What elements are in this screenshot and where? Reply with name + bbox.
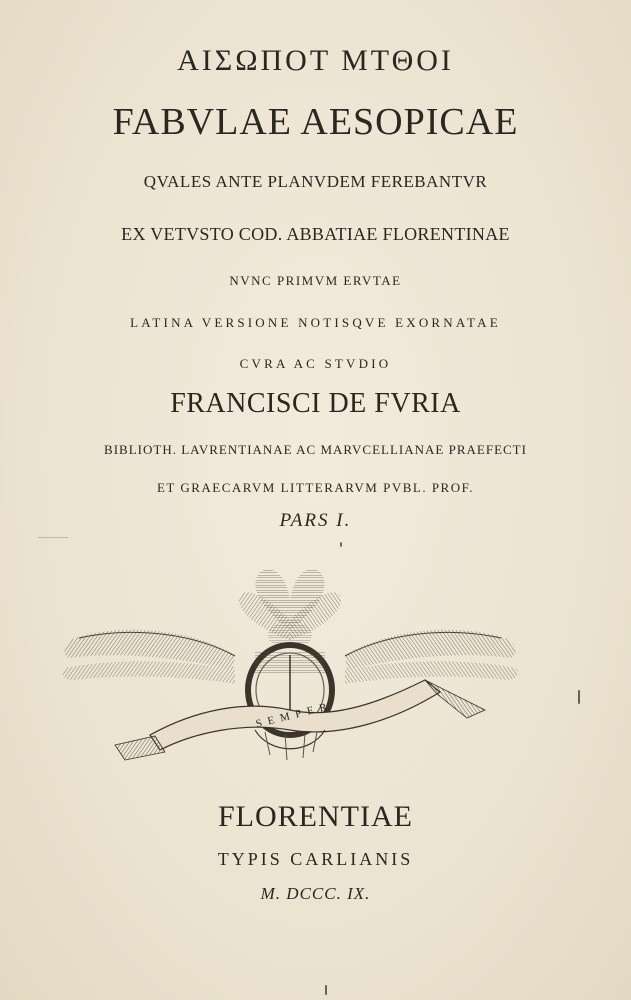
left-wing — [62, 630, 235, 684]
subtitle-line-1: QVALES ANTE PLANVDEM FEREBANTVR — [143, 172, 488, 191]
ribbon — [115, 680, 485, 760]
subtitle-line-5: CVRA AC STVDIO — [239, 356, 392, 371]
author-role-2: ET GRAECARVM LITTERARVM PVBL. PROF. — [156, 480, 475, 495]
paper-speck — [325, 985, 327, 995]
imprint-date: M. DCCC. IX. — [260, 884, 371, 903]
imprint-printer: TYPIS CARLIANIS — [217, 849, 414, 869]
subtitle-line-3: NVNC PRIMVM ERVTAE — [229, 273, 402, 288]
feathers-emblem-icon — [55, 560, 525, 775]
latin-title: FABVLAE AESOPICAE — [112, 101, 519, 143]
greek-title: ΑΙΣΩΠΟΤ ΜΤΘΟΙ — [177, 44, 454, 77]
right-wing — [345, 630, 518, 684]
author-name: FRANCISCI DE FVRIA — [170, 388, 461, 419]
paper-speck — [38, 537, 68, 538]
subtitle-line-4: LATINA VERSIONE NOTISQVE EXORNATAE — [130, 315, 501, 330]
paper-speck — [340, 542, 342, 547]
imprint-place: FLORENTIAE — [218, 800, 413, 833]
part-number: PARS I. — [279, 510, 352, 531]
plume — [239, 569, 341, 649]
author-role-1: BIBLIOTH. LAVRENTIANAE AC MARVCELLIANAE PRAEFECTI — [104, 442, 527, 457]
ribbon-motto: SEMPER — [254, 699, 334, 731]
paper-speck — [578, 690, 580, 704]
subtitle-line-2: EX VETVSTO COD. ABBATIAE FLORENTINAE — [121, 224, 510, 244]
